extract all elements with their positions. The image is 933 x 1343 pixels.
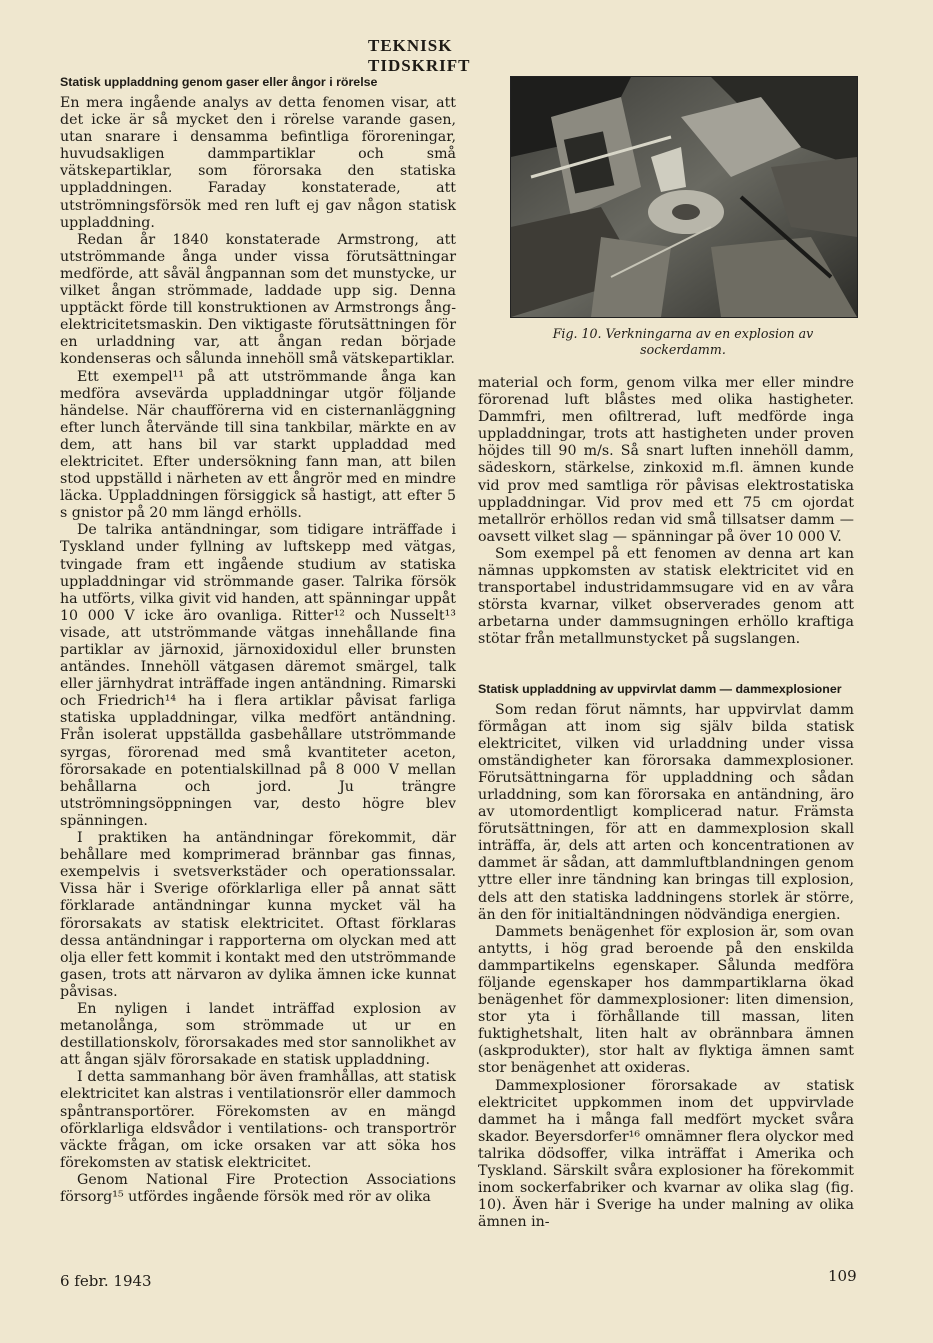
footer-date: 6 febr. 1943 [60, 1272, 152, 1290]
paragraph: Som exempel på ett fenomen av denna art kan nämnas uppkomsten av statisk elektricitet vid en transportabel industridammsugare vid en av våra största kvarnar, vilket observerades genom att arbetarna under dammsugningen erhöllo kraftiga stötar från metallmunstycket på sugslangen. [478, 545, 854, 648]
paragraph: I detta sammanhang bör även framhållas, att statisk elektricitet kan alstras i ventilationsrör eller dammoch spåntransportörer. Förekomsten av en mängd oförklarliga eldsvådor i ventilations- och transportrör väckte frågan, om icke orsaken var att söka hos förekomsten av statisk elektricitet. [60, 1069, 456, 1171]
paragraph: En nyligen i landet inträffad explosion av metanolånga, som strömmade ut ur en destillationskolv, förorsakades med stor sannolikhet av att ångan själv förorsakade en statisk uppladdning. [60, 1000, 456, 1069]
figure-10 [510, 76, 856, 358]
page-number: 109 [828, 1267, 857, 1285]
left-column [60, 74, 456, 1206]
paragraph: Dammexplosioner förorsakade av statisk elektricitet uppkommen inom det uppvirvlade dammet ha i många fall medfört mycket svåra skador. Beyersdorfer¹⁶ omnämner flera olyckor med talrika dödsoffer, vilka inträffat i Amerika och Tyskland. Särskilt svåra explosioner ha förekommit inom sockerfabriker och kvarnar av olika slag (fig. 10). Även här i Sverige ha under malning av olika ämnen in- [478, 1077, 854, 1231]
paragraph: Dammets benägenhet för explosion är, som ovan antytts, i hög grad beroende på den enskilda dammpartikelns egenskaper. Sålunda medföra följande egenskaper hos dammpartiklarna ökad benägenhet för dammexplosioner: liten dimension, stor yta i förhållande till massan, liten fuktighetshalt, liten halt av obrännbara ämnen (askprodukter), stor halt av flyktiga ämnen samt stor benägenhet att oxideras. [478, 923, 854, 1077]
paragraph: Ett exempel¹¹ på att utströmmande ånga kan medföra avsevärda uppladdningar utgör följande händelse. När chaufförerna vid en cisternanläggning efter lunch återvände till sina tankbilar, märkte en av dem, att hans bil var starkt uppladdad med elektricitet. Efter undersökning fann man, att bilen stod uppställd i närheten av ett ångrör med en mindre läcka. Uppladdningen försiggick så hastigt, att efter 5 s gnistor på 20 mm längd erhölls. [60, 368, 456, 522]
paragraph: En mera ingående analys av detta fenomen visar, att det icke är så mycket den i rörelse varande gasen, utan snarare i densamma befintliga föroreningar, huvudsakligen dammpartiklar och små vätskepartiklar, som förorsaka den statiska uppladdningen. Faraday konstaterade, att utströmningsförsök med ren luft ej gav någon statisk uppladdning. [60, 95, 456, 231]
paragraph: De talrika antändningar, som tidigare inträffade i Tyskland under fyllning av luftskepp med vätgas, tvingade fram ett ingående studium av statiska uppladdningar vid strömmande gaser. Talrika försök ha utförts, vilka givit vid handen, att spänningar uppåt 10 000 V icke äro ovanliga. Ritter¹² och Nusselt¹³ visade, att utströmmande vätgas innehållande fina partiklar av järnoxid, järnoxidoxidul eller brunsten antändes. Innehöll vätgasen däremot smärgel, talk eller järnhydrat inträffade ingen antändning. Rimarski och Friedrich¹⁴ ha i flera artiklar påvisat farliga statiska uppladdningar, vilka medfört antändning. Från isolerat uppställda gasbehållare utströmmande syrgas, förorenad med små kvantiteter aceton, förorsakade en potentialskillnad på 8 000 V mellan behållarna och jord. Ju trängre utströmningsöppningen var, desto högre blev spänningen. [60, 522, 456, 829]
section-heading-dust: Statisk uppladdning av uppvirvlat damm — dammexplosioner [478, 681, 842, 696]
paragraph: Som redan förut nämnts, har uppvirvlat damm förmågan att inom sig själv bilda statisk elektricitet, vilken vid urladdning under vissa omständigheter kan förorsaka dammexplosioner. Förutsättningarna för uppladdning och sådan urladdning, som kan förorsaka en antändning, äro av utomordentligt komplicerad natur. Främsta förutsättningen, för att en dammexplosion skall inträffa, är, dels att arten och koncentrationen av dammet är sådan, att dammluftblandningen genom yttre eller inre tändning kan bringas till explosion, dels att den statiska laddningens storlek är större, än den för initialtändningen nödvändiga energien. [478, 701, 854, 923]
right-column [478, 375, 854, 1231]
section-heading-gases: Statisk uppladdning genom gaser eller ångor i rörelse [60, 75, 378, 89]
paragraph: I praktiken ha antändningar förekommit, där behållare med komprimerad brännbar gas finnas, exempelvis i svetsverkstäder och operationssalar. Vissa här i Sverige oförklarliga eller på annat sätt förklarade antändningar kunna mycket väl ha förorsakats av statisk elektricitet. Oftast förklaras dessa antändningar i rapporterna om olyckan med att olja eller fett kommit i kontakt med den utströmmande gasen, trots att närvaron av dylika ämnen icke kunnat påvisas. [60, 830, 456, 1000]
paragraph: Genom National Fire Protection Associations försorg¹⁵ utfördes ingående försök med rör av olika [60, 1171, 456, 1205]
paragraph: Redan år 1840 konstaterade Armstrong, att utströmmande ånga under vissa förutsättningar medförde, att såväl ångpannan som det munstycke, ur vilket ångan strömmade, laddade upp sig. Denna upptäckt förde till konstruktionen av Armstrongs ång-elektricitetsmaskin. Den viktigaste förutsättningen för en urladdning var, att ångan redan började kondenseras och sålunda innehöll små vätskepartiklar. [60, 231, 456, 368]
journal-title: TEKNISK TIDSKRIFT [368, 36, 471, 75]
figure-caption: Fig. 10. Verkningarna av en explosion av sockerdamm. [552, 326, 814, 357]
paragraph: material och form, genom vilka mer eller mindre förorenad luft blåstes med olika hastigheter. Dammfri, men ofiltrerad, luft medförde inga uppladdningar, trots att hastigheten under proven höjdes till 90 m/s. Så snart luften innehöll damm, sädeskorn, stärkelse, zinkoxid m.fl. ämnen kunde vid prov med samtliga rör påvisas elektrostatiska uppladdningar. Vid prov med ett 75 cm ojordat metallrör erhöllos redan vid små tillsatser damm — oavsett vilket slag — spänningar på över 10 000 V. [478, 375, 854, 545]
explosion-photo [510, 76, 858, 318]
